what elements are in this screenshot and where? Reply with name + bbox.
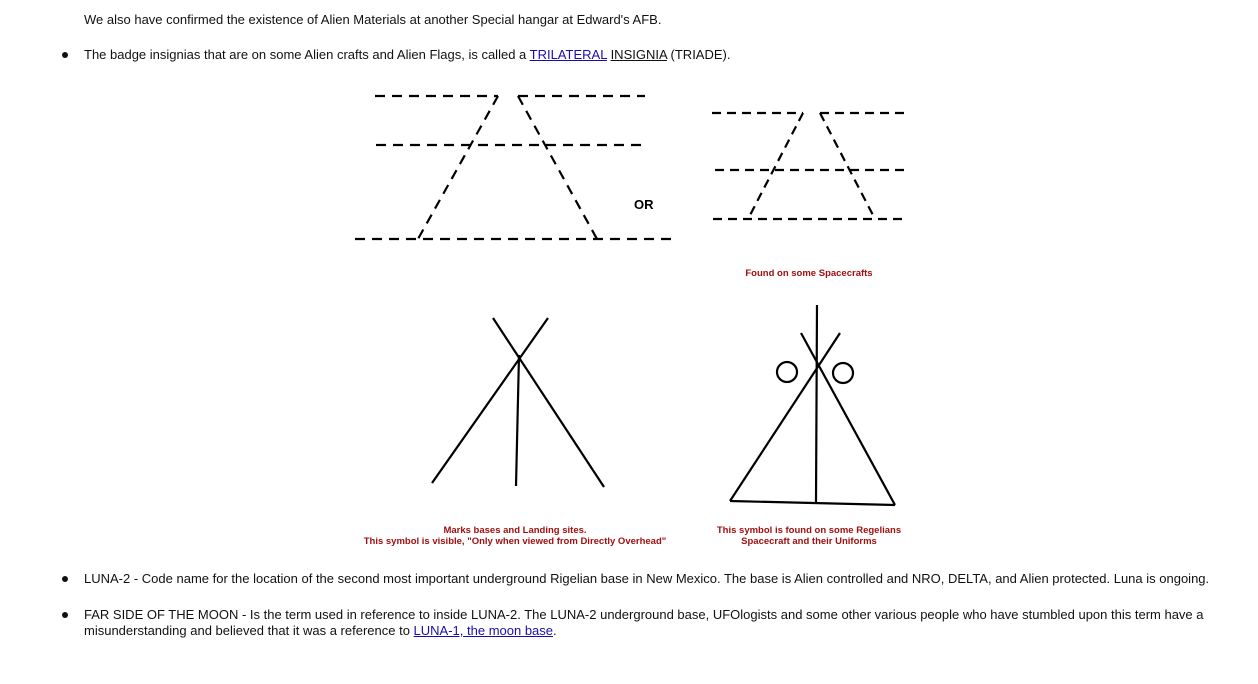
luna2-text: LUNA-2 - Code name for the location of the second most important underground Rigelian base in New Mexico. The base is Alien controlled and NRO, DELTA, and Alien protected. Luna is ongoing. <box>84 571 1210 586</box>
farside-line1: FAR SIDE OF THE MOON - Is the term used in reference to inside LUNA-2. The LUNA-2 underground base, UFOlogists and some other various people who have stumbled upon this term have a <box>84 607 1204 622</box>
badge-suffix: (TRIADE). <box>666 47 731 62</box>
caption-spacecraft: Found on some Spacecrafts <box>745 268 873 279</box>
caption-bases <box>340 525 690 547</box>
farside-text2: misunderstanding and believed that it was a reference to <box>84 623 414 638</box>
bullet-luna2 <box>62 576 68 582</box>
large-dashed-insignia <box>355 96 678 239</box>
badge-prefix: The badge insignias that are on some Alien crafts and Alien Flags, is called a <box>84 47 530 62</box>
regelian-symbol <box>730 305 895 505</box>
intro-text: We also have confirmed the existence of Alien Materials at another Special hangar at Edward's AFB. <box>84 12 662 27</box>
luna1-link[interactable]: LUNA-1, the moon base <box>413 623 554 638</box>
trilateral-link[interactable]: TRILATERAL <box>529 47 607 62</box>
farside-line2 <box>84 623 557 639</box>
bullet-farside <box>62 612 68 618</box>
insignia-word: INSIGNIA <box>610 47 667 62</box>
caption-regelians-line2: Spacecraft and their Uniforms <box>741 536 877 547</box>
caption-bases-line2: This symbol is visible, "Only when viewed from Directly Overhead" <box>363 536 667 547</box>
small-dashed-insignia <box>712 113 905 219</box>
farside-end: . <box>553 623 557 638</box>
caption-bases-line1: Marks bases and Landing sites. <box>443 525 587 536</box>
or-label: OR <box>634 197 654 212</box>
caption-regelians <box>700 525 918 547</box>
caption-regelians-line1: This symbol is found on some Regelians <box>716 525 902 536</box>
landing-site-symbol <box>432 318 604 487</box>
